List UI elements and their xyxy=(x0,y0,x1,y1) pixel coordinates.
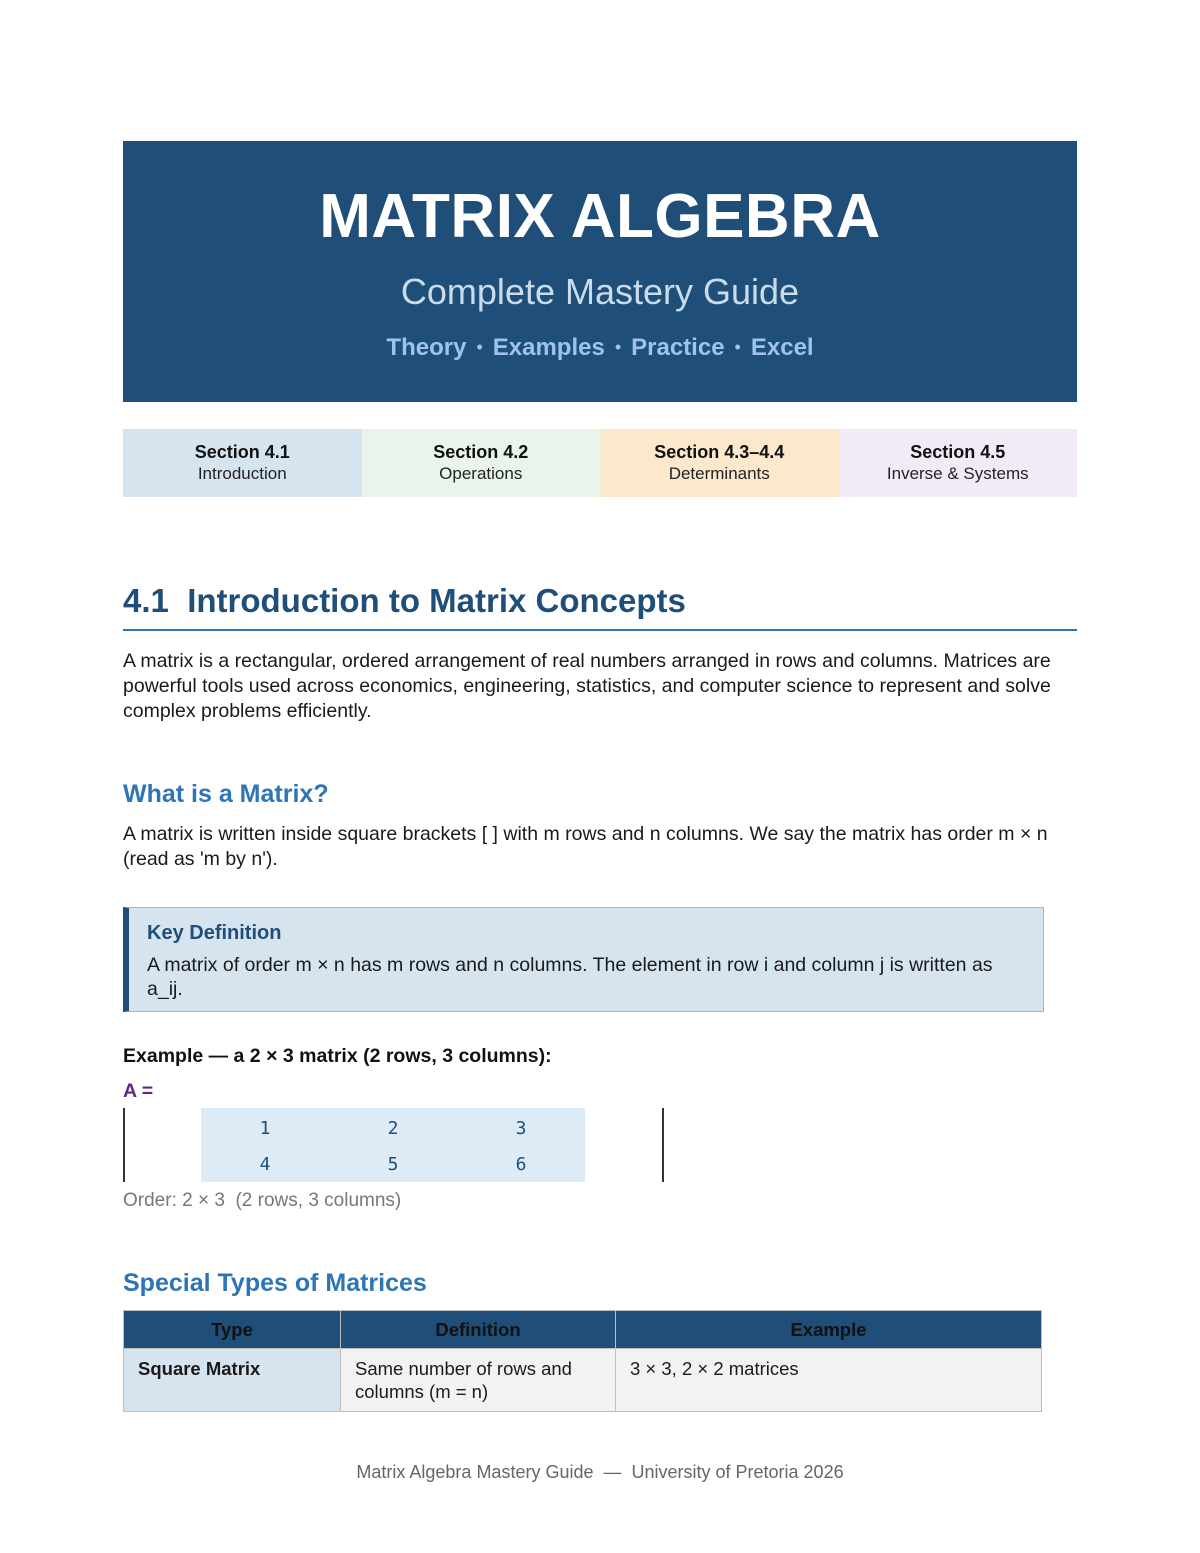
intro-paragraph: A matrix is a rectangular, ordered arrangement of real numbers arranged in rows and columns. Matrices are powerful tools used across economics, engineering, statistics, and computer science to represent and solve complex problems efficiently. xyxy=(123,650,1051,722)
matrix-cell: 1 xyxy=(259,1118,271,1139)
section-subtitle: Introduction xyxy=(197,464,287,483)
matrix-cell: 3 xyxy=(515,1118,527,1139)
key-definition-title: Key Definition xyxy=(147,922,282,944)
matrix-name: A = xyxy=(123,1080,154,1102)
matrix-cell: 2 xyxy=(387,1118,399,1139)
section-title: Section 4.3–4.4 xyxy=(654,442,785,462)
what-is-matrix-heading: What is a Matrix? xyxy=(123,780,329,808)
section-title: Section 4.1 xyxy=(194,442,290,462)
matrix-cell: 5 xyxy=(387,1154,399,1175)
section-card-4-2 xyxy=(362,429,601,497)
type-cell: Square Matrix xyxy=(124,1349,341,1412)
table-row xyxy=(124,1349,1042,1412)
page-footer: Matrix Algebra Mastery Guide — University of Pretoria 2026 xyxy=(356,1462,844,1482)
section-subtitle: Operations xyxy=(439,464,523,483)
section-title: Section 4.5 xyxy=(910,442,1006,462)
heading-rule xyxy=(123,629,1077,631)
tag-separator: • xyxy=(614,337,622,357)
tag-examples: Examples xyxy=(492,334,605,361)
section-subtitle: Inverse & Systems xyxy=(886,464,1029,483)
matrix-order: Order: 2 × 3 (2 rows, 3 columns) xyxy=(123,1190,402,1211)
section-card-4-1 xyxy=(123,429,362,497)
tag-theory: Theory xyxy=(386,334,467,361)
special-types-table xyxy=(123,1310,1042,1412)
column-header-definition: Definition xyxy=(341,1311,616,1349)
section-subtitle: Determinants xyxy=(668,464,770,483)
definition-cell: Same number of rows and columns (m = n) xyxy=(341,1349,616,1412)
section-card-4-3 xyxy=(600,429,839,497)
key-definition-box xyxy=(123,907,1044,1012)
key-definition-text: A matrix of order m × n has m rows and n columns. The element in row i and column j is written as a_ij. xyxy=(147,954,993,1000)
document-subtitle: Complete Mastery Guide xyxy=(400,271,800,312)
example-label: Example — a 2 × 3 matrix (2 rows, 3 columns): xyxy=(123,1045,552,1067)
section-title: Section 4.2 xyxy=(433,442,529,462)
what-is-matrix-text: A matrix is written inside square brackets [ ] with m rows and n columns. We say the matrix has order m × n (read as 'm by n'). xyxy=(123,823,1048,870)
tag-separator: • xyxy=(734,337,741,357)
matrix-cell: 4 xyxy=(259,1154,271,1175)
section-card-4-5 xyxy=(839,429,1078,497)
document-title: MATRIX ALGEBRA xyxy=(319,182,881,251)
right-bracket xyxy=(662,1108,664,1182)
section-heading: 4.1 Introduction to Matrix Concepts xyxy=(123,582,686,619)
tag-separator: • xyxy=(476,337,483,357)
banner-tags xyxy=(123,334,1077,362)
matrix-cell: 6 xyxy=(515,1154,527,1175)
title-banner xyxy=(123,141,1077,402)
left-bracket xyxy=(123,1108,125,1182)
special-types-heading: Special Types of Matrices xyxy=(123,1269,427,1297)
column-header-example: Example xyxy=(616,1311,1042,1349)
example-cell: 3 × 3, 2 × 2 matrices xyxy=(616,1349,1042,1412)
tag-practice: Practice xyxy=(631,334,725,361)
column-header-type: Type xyxy=(124,1311,341,1349)
example-matrix xyxy=(201,1108,585,1182)
tag-excel: Excel xyxy=(750,334,814,361)
section-index xyxy=(123,429,1077,497)
table-header-row xyxy=(124,1311,1042,1349)
